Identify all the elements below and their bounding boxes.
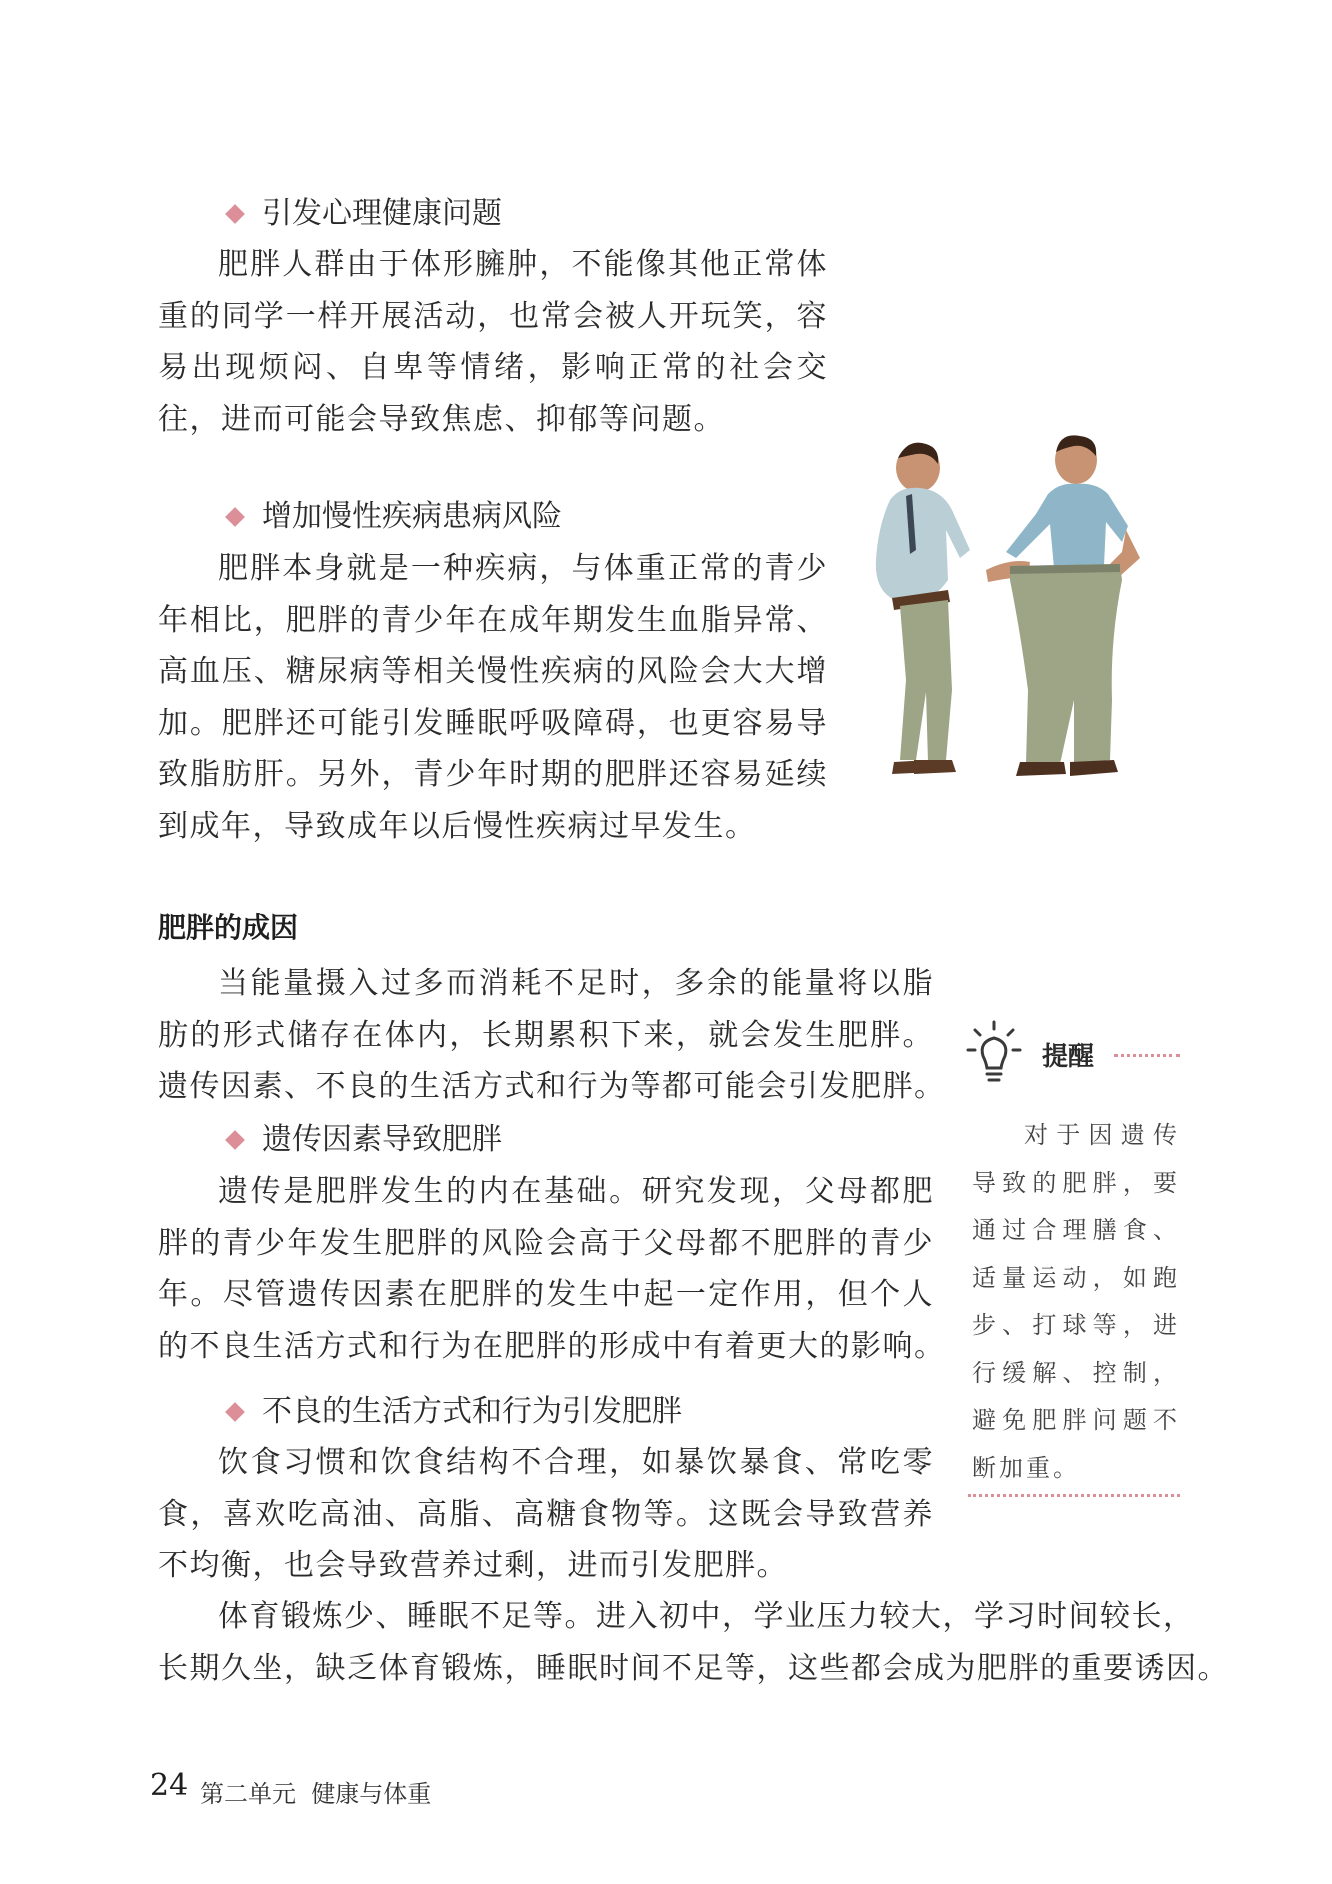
tip-text <box>972 1112 1180 1492</box>
unit-title: 第二单元 健康与体重 <box>200 1780 432 1808</box>
text-line: 的不良生活方式和行为在肥胖的形成中有着更大的影响。 <box>158 1328 946 1364</box>
heading-psych <box>222 194 502 234</box>
text-line: 不均衡，也会导致营养过剩，进而引发肥胖。 <box>158 1548 788 1583</box>
text-line: 遗传是肥胖发生的内在基础。研究发现，父母都肥 <box>218 1174 934 1209</box>
tip-line: 断加重。 <box>972 1453 1080 1482</box>
paragraph-lifestyle-diet <box>158 1437 934 1592</box>
paragraph-genetic <box>158 1166 946 1372</box>
text-line: 年。尽管遗传因素在肥胖的发生中起一定作用，但个人 <box>158 1277 934 1312</box>
heading-psych-text: 引发心理健康问题 <box>262 196 502 231</box>
heading-lifestyle <box>222 1392 682 1432</box>
text-line: 致脂肪肝。另外，青少年时期的肥胖还容易延续 <box>158 757 828 792</box>
heading-chronic-text: 增加慢性疾病患病风险 <box>262 499 562 534</box>
heading-genetic-text: 遗传因素导致肥胖 <box>262 1122 502 1157</box>
text-line: 遗传因素、不良的生活方式和行为等都可能会引发肥胖。 <box>158 1069 946 1104</box>
text-line: 高血压、糖尿病等相关慢性疾病的风险会大大增 <box>158 654 828 689</box>
tip-line: 导致的肥胖，要 <box>972 1168 1180 1197</box>
page-number: 24 <box>150 1768 189 1803</box>
tip-line: 行缓解、控制， <box>972 1358 1180 1387</box>
weight-loss-illustration <box>860 430 1180 810</box>
man-left-figure <box>876 443 970 774</box>
tip-line: 对于因遗传 <box>1024 1121 1180 1149</box>
text-line: 年相比，肥胖的青少年在成年期发生血脂异常、 <box>158 602 828 638</box>
text-line: 易出现烦闷、自卑等情绪，影响正常的社会交 <box>158 350 828 385</box>
text-line: 肪的形式储存在体内，长期累积下来，就会发生肥胖。 <box>158 1017 934 1053</box>
text-line: 胖的青少年发生肥胖的风险会高于父母都不肥胖的青少 <box>158 1225 934 1261</box>
photo-weight-loss-men <box>860 430 1180 810</box>
tip-title: 提醒 <box>1042 1042 1095 1072</box>
heading-chronic <box>222 497 562 537</box>
section-title-causes: 肥胖的成因 <box>158 911 299 944</box>
text-line: 肥胖人群由于体形臃肿，不能像其他正常体 <box>218 247 828 282</box>
diamond-bullet-icon <box>225 204 245 224</box>
paragraph-psych <box>158 239 828 445</box>
text-line: 长期久坐，缺乏体育锻炼，睡眠时间不足等，这些都会成为肥胖的重要诱因。 <box>158 1650 1229 1686</box>
heading-lifestyle-text: 不良的生活方式和行为引发肥胖 <box>262 1394 682 1429</box>
diamond-bullet-icon <box>225 1130 245 1150</box>
text-line: 往，进而可能会导致焦虑、抑郁等问题。 <box>158 401 725 437</box>
tip-line: 步、打球等，进 <box>972 1311 1180 1339</box>
tip-line: 适量运动，如跑 <box>972 1263 1180 1292</box>
diamond-bullet-icon <box>225 507 245 527</box>
lightbulb-icon <box>966 1020 1022 1092</box>
text-line: 加。肥胖还可能引发睡眠呼吸障碍，也更容易导 <box>158 705 828 741</box>
tip-top-divider <box>1114 1054 1180 1057</box>
text-line: 食，喜欢吃高油、高脂、高糖食物等。这既会导致营养 <box>158 1496 934 1532</box>
tip-line: 避免肥胖问题不 <box>972 1406 1180 1434</box>
tip-box <box>966 1020 1180 1500</box>
diamond-bullet-icon <box>225 1402 245 1422</box>
paragraph-chronic <box>158 543 828 852</box>
man-right-figure <box>986 435 1140 776</box>
paragraph-lifestyle-exercise <box>158 1591 1229 1694</box>
heading-genetic <box>222 1120 502 1160</box>
paragraph-causes <box>158 958 946 1113</box>
text-line: 体育锻炼少、睡眠不足等。进入初中，学业压力较大，学习时间较长， <box>218 1599 1195 1634</box>
text-line: 肥胖本身就是一种疾病，与体重正常的青少 <box>218 551 828 586</box>
text-line: 到成年，导致成年以后慢性疾病过早发生。 <box>158 808 757 844</box>
tip-bottom-divider <box>968 1494 1180 1497</box>
text-line: 重的同学一样开展活动，也常会被人开玩笑，容 <box>158 298 828 334</box>
tip-line: 通过合理膳食、 <box>972 1216 1180 1244</box>
text-line: 饮食习惯和饮食结构不合理，如暴饮暴食、常吃零 <box>218 1445 934 1480</box>
text-line: 当能量摄入过多而消耗不足时，多余的能量将以脂 <box>218 966 934 1001</box>
